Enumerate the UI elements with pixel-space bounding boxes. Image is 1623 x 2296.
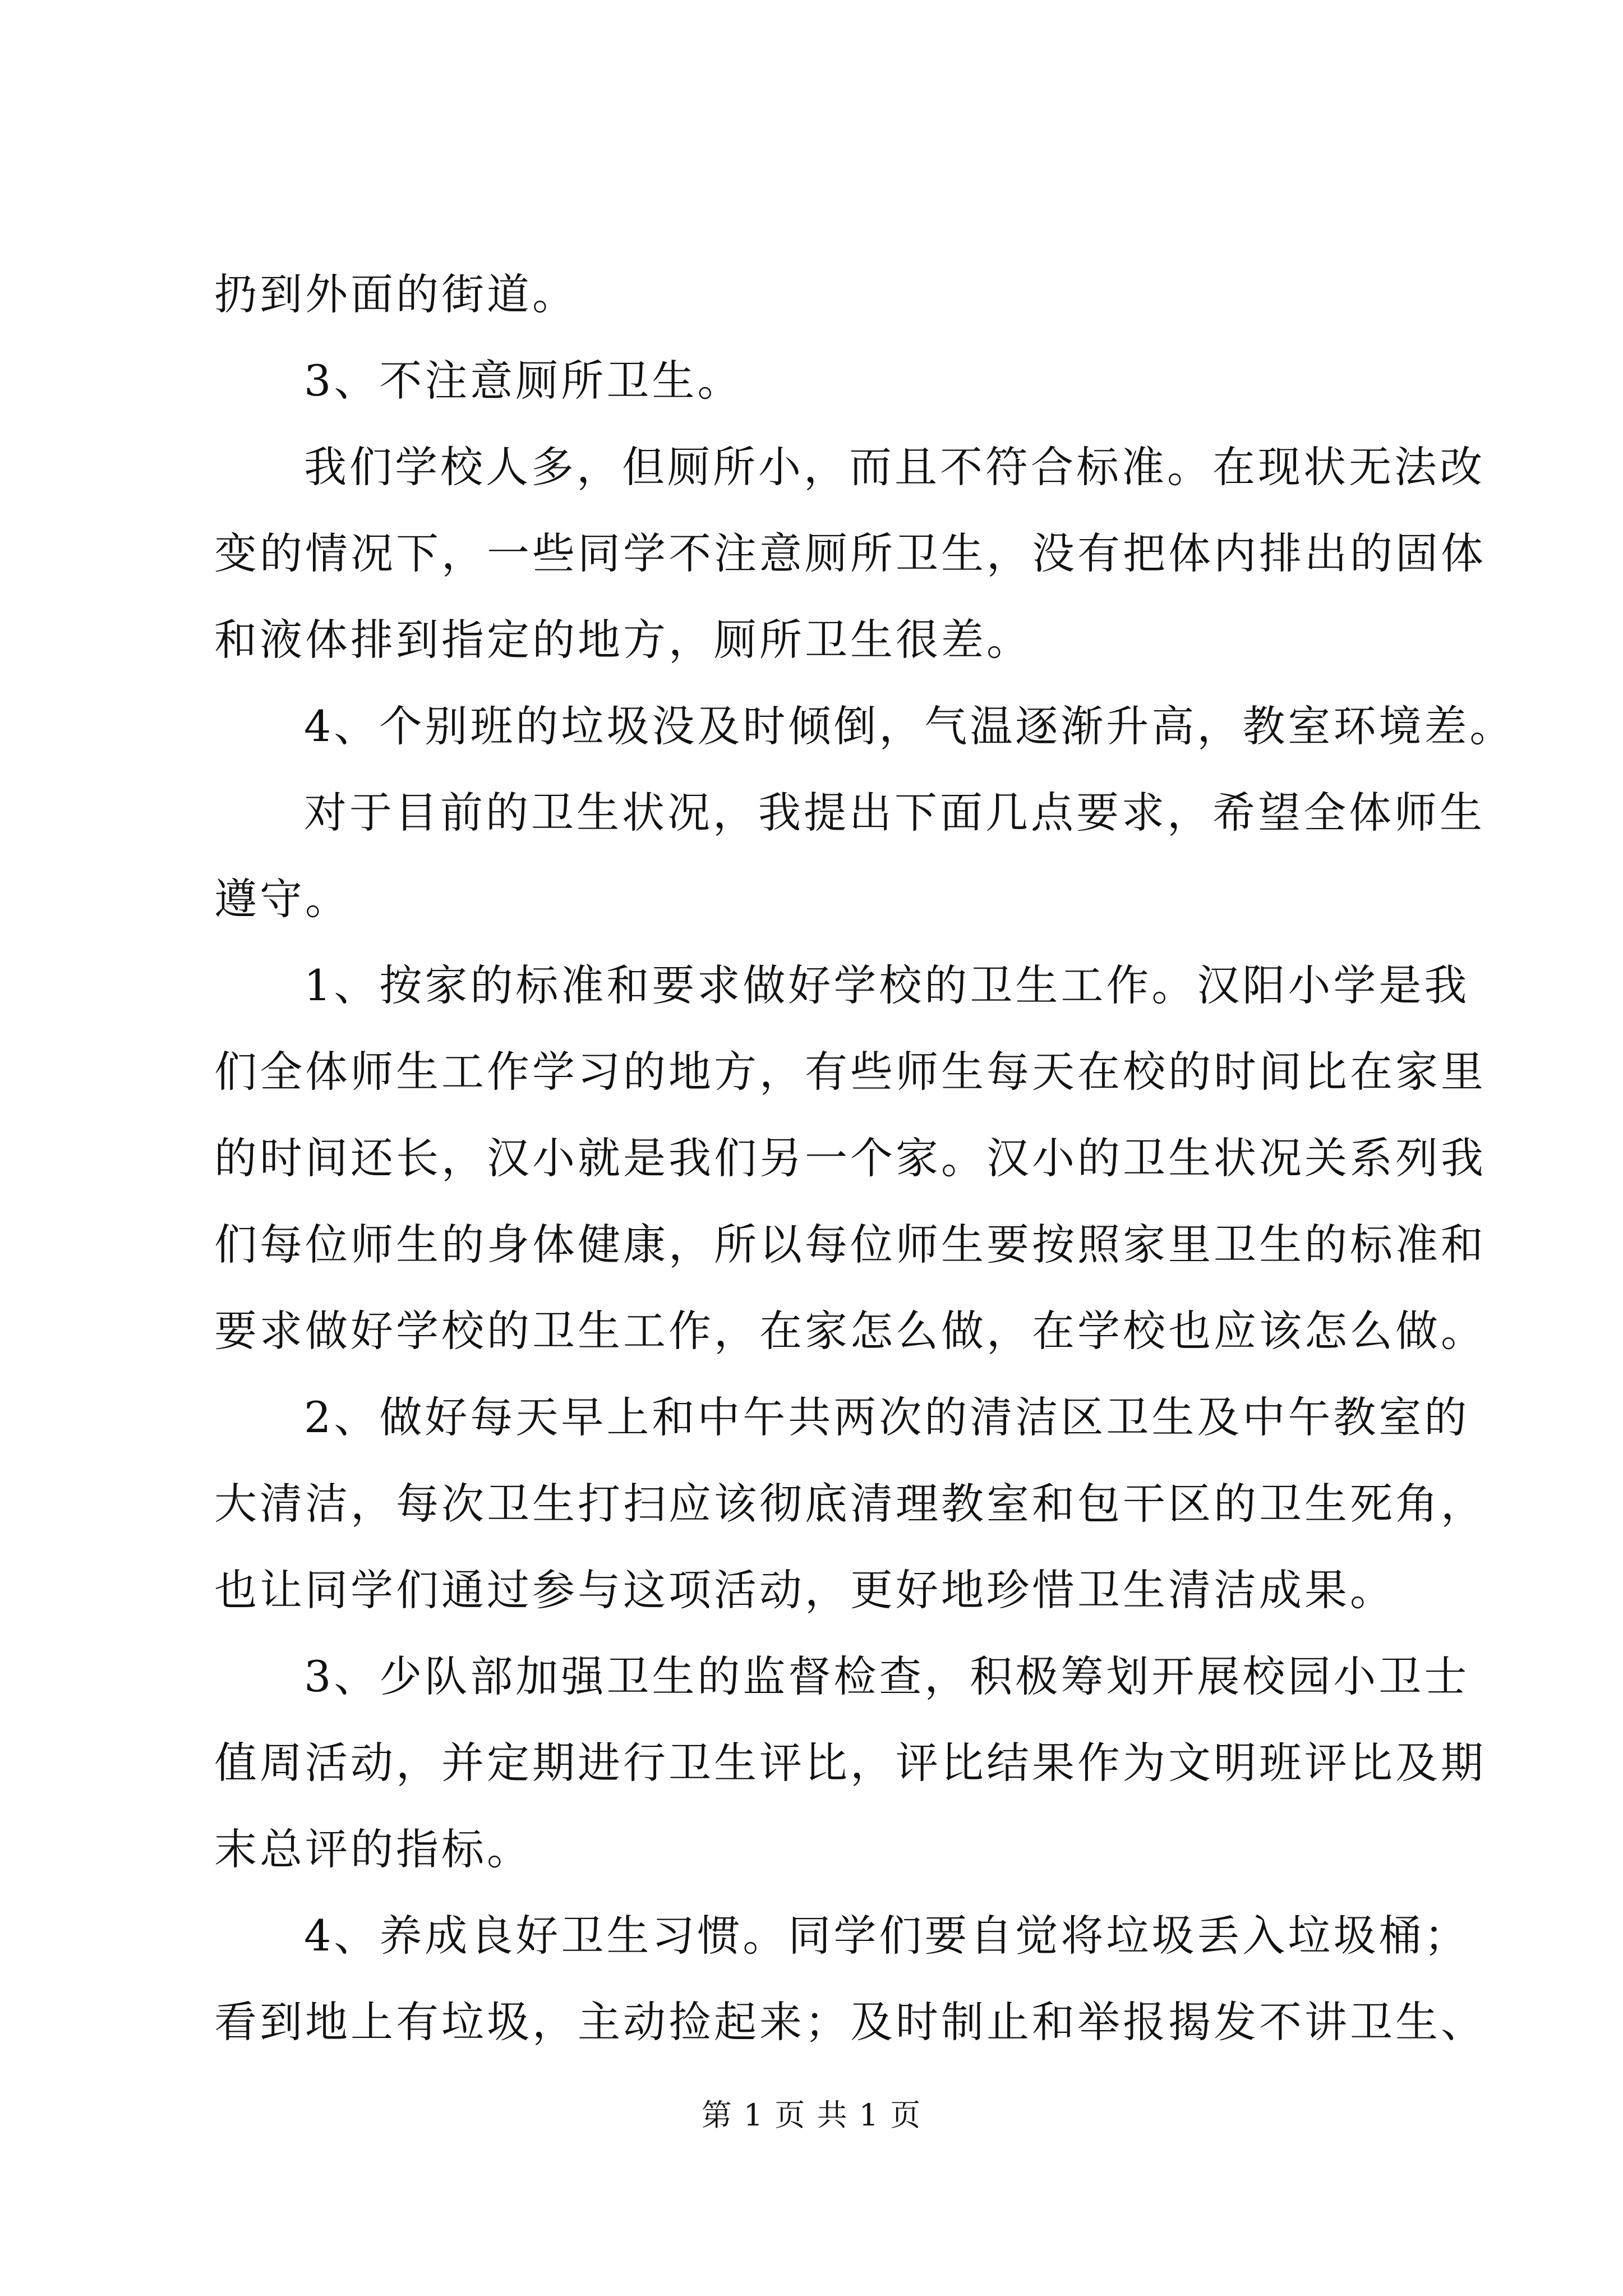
text-line: 变的情况下，一些同学不注意厕所卫生，没有把体内排出的固体 (214, 528, 1486, 578)
text-line: 3、不注意厕所卫生。 (304, 356, 743, 406)
text-line: 看到地上有垃圾，主动捡起来；及时制止和举报揭发不讲卫生、 (214, 1997, 1486, 2047)
text-line: 遵守。 (214, 874, 351, 924)
text-line: 和液体排到指定的地方，厕所卫生很差。 (214, 615, 1032, 665)
text-line: 要求做好学校的卫生工作，在家怎么做，在学校也应该怎么做。 (214, 1306, 1486, 1356)
document-body (214, 251, 1515, 2065)
text-line: 值周活动，并定期进行卫生评比，评比结果作为文明班评比及期 (214, 1738, 1486, 1788)
text-line: 2、做好每天早上和中午共两次的清洁区卫生及中午教室的 (304, 1392, 1470, 1442)
text-line: 们每位师生的身体健康，所以每位师生要按照家里卫生的标准和 (214, 1220, 1486, 1269)
text-line: 扔到外面的街道。 (214, 269, 578, 319)
text-line: 4、个别班的垃圾没及时倾倒，气温逐渐升高，教室环境差。 (304, 701, 1515, 751)
text-line: 们全体师生工作学习的地方，有些师生每天在校的时间比在家里 (214, 1047, 1486, 1097)
text-line: 的时间还长，汉小就是我们另一个家。汉小的卫生状况关系列我 (214, 1133, 1486, 1183)
text-line: 也让同学们通过参与这项活动，更好地珍惜卫生清洁成果。 (214, 1565, 1395, 1615)
text-line: 3、少队部加强卫生的监督检查，积极筹划开展校园小卫士 (304, 1651, 1470, 1701)
text-line: 1、按家的标准和要求做好学校的卫生工作。汉阳小学是我 (304, 960, 1470, 1010)
text-line: 我们学校人多，但厕所小，而且不符合标准。在现状无法改 (304, 442, 1485, 492)
page-footer: 第 1 页 共 1 页 (701, 2097, 922, 2133)
text-line: 大清洁，每次卫生打扫应该彻底清理教室和包干区的卫生死角， (214, 1479, 1486, 1529)
text-line: 末总评的指标。 (214, 1824, 532, 1874)
text-line: 对于目前的卫生状况，我提出下面几点要求，希望全体师生 (304, 788, 1485, 838)
text-line: 4、养成良好卫生习惯。同学们要自觉将垃圾丢入垃圾桶； (304, 1911, 1470, 1961)
